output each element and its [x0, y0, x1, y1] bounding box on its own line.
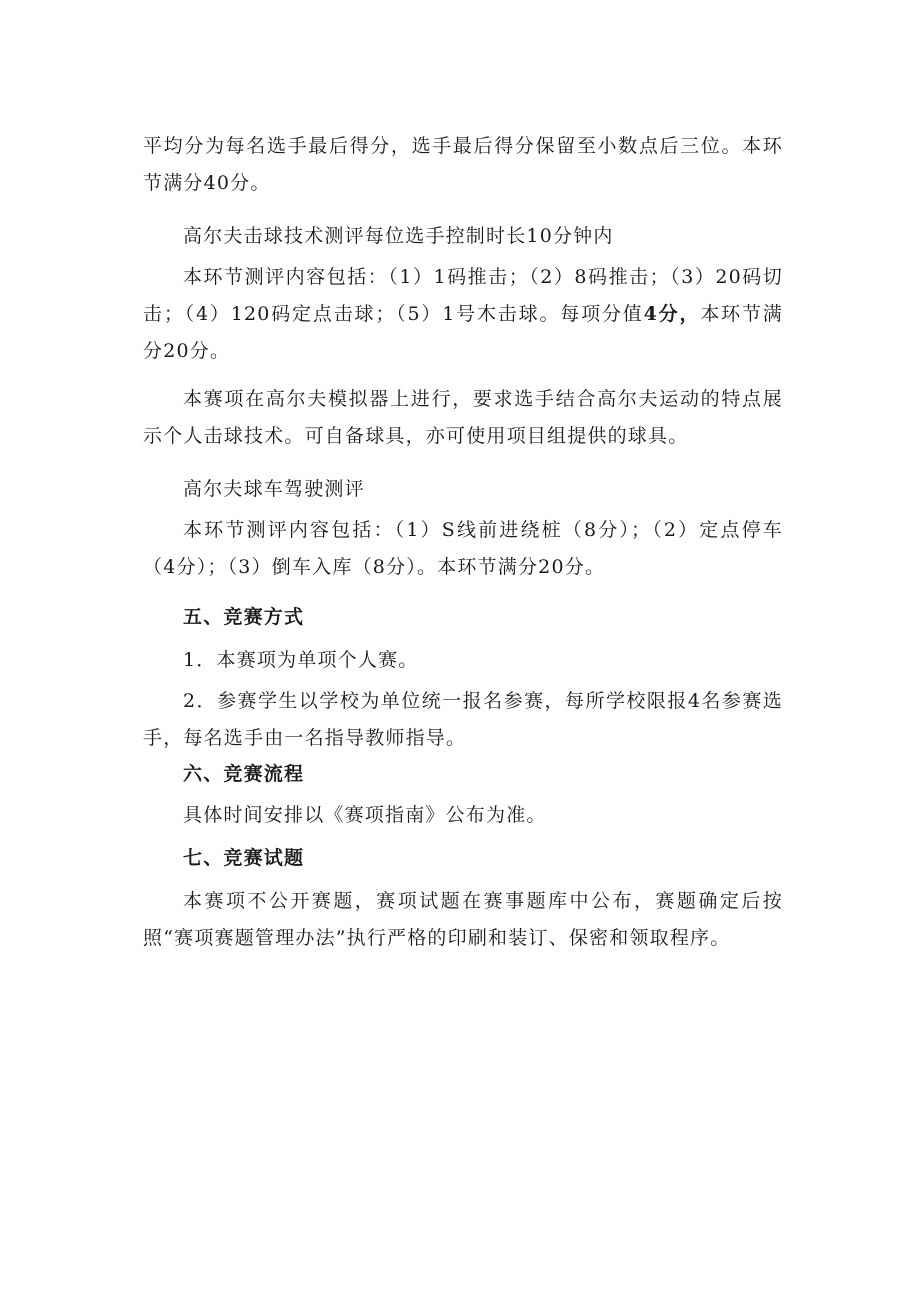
paragraph-simulator: 本赛项在高尔夫模拟器上进行，要求选手结合高尔夫运动的特点展示个人击球技术。可自备球具，亦可使用项目组提供的球具。 [143, 388, 783, 447]
paragraph-golf-hitting-duration: 高尔夫击球技术测评每位选手控制时长10分钟内 [183, 225, 614, 247]
section-seven-text: 本赛项不公开赛题，赛项试题在赛事题库中公布，赛题确定后按照“赛项赛题管理办法”执行严格的印刷和装订、保密和领取程序。 [143, 890, 783, 949]
section-six-text: 具体时间安排以《赛项指南》公布为准。 [183, 804, 547, 826]
section-seven-title: 七、竞赛试题 [183, 847, 305, 869]
paragraph-golf-cart-content: 本环节测评内容包括：（1）S线前进绕桩（8分）；（2）定点停车（4分）；（3）倒车入库（8分）。本环节满分20分。 [143, 519, 783, 578]
hitting-item-score: 4分， [643, 303, 701, 325]
paragraph-hitting-content [143, 259, 783, 370]
paragraph-golf-cart-title: 高尔夫球车驾驶测评 [183, 478, 365, 500]
paragraph-average-score: 平均分为每名选手最后得分，选手最后得分保留至小数点后三位。本环节满分40分。 [143, 135, 783, 194]
section-six-title: 六、竞赛流程 [183, 763, 305, 785]
hitting-content-text: 本环节测评内容包括：（1）1码推击；（2）8码推击；（3）20码切击；（4）120码定点击球；（5）1号木击球。每项分值 [143, 266, 783, 325]
section-five-item-1: 1．本赛项为单项个人赛。 [183, 649, 419, 671]
hitting-total-score: 本环节满分20分。 [143, 303, 783, 362]
section-five-item-2: 2．参赛学生以学校为单位统一报名参赛，每所学校限报4名参赛选手，每名选手由一名指导教师指导。 [143, 690, 783, 749]
section-five-title: 五、竞赛方式 [183, 606, 305, 628]
